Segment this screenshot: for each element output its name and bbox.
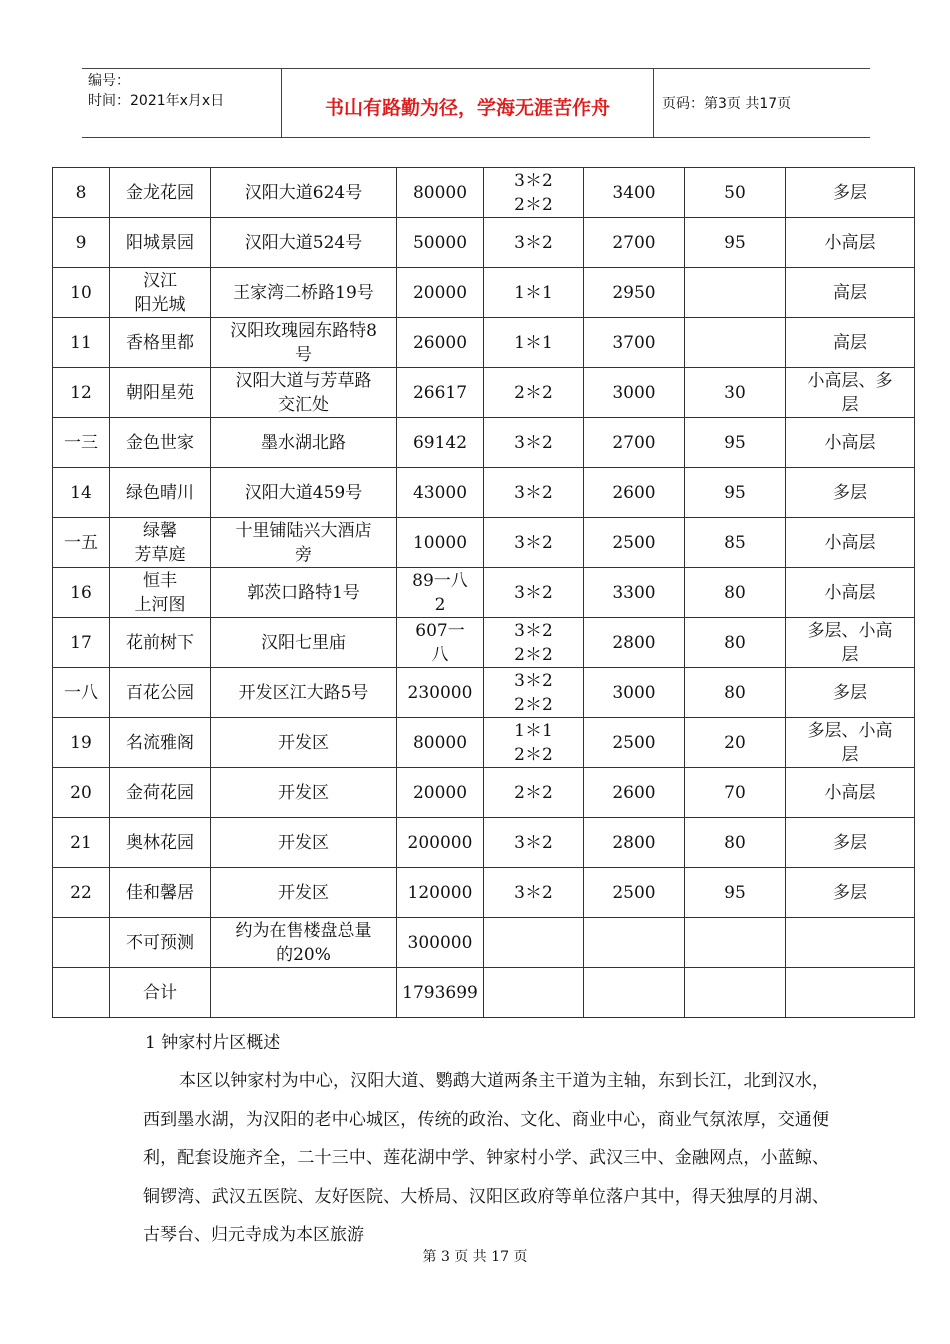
cell-line: 层	[841, 744, 859, 765]
building-form-cell	[786, 618, 915, 668]
cell-line: 10000	[412, 532, 468, 553]
area-cell	[397, 768, 484, 818]
page-footer: 第 3 页 共 17 页	[422, 1249, 528, 1265]
address-cell	[211, 518, 397, 568]
cell-line: 20000	[412, 282, 468, 303]
project-name-cell	[110, 268, 211, 318]
row-number-cell: 一三	[53, 418, 110, 468]
unit-type-cell	[484, 518, 584, 568]
address-cell	[211, 918, 397, 968]
building-form-cell	[786, 518, 915, 568]
rate-cell	[685, 368, 786, 418]
rate-cell	[685, 468, 786, 518]
project-name-cell	[110, 618, 211, 668]
table-row	[53, 818, 915, 868]
cell-line: 3＊2	[514, 832, 553, 853]
cell-line: 金色世家	[126, 432, 194, 453]
area-cell	[397, 868, 484, 918]
price-cell	[584, 468, 685, 518]
area-cell	[397, 668, 484, 718]
row-number-cell: 一五	[53, 518, 110, 568]
area-cell	[397, 918, 484, 968]
cell-line: 八	[431, 644, 449, 665]
price-cell	[584, 768, 685, 818]
price-cell	[584, 618, 685, 668]
rate-cell	[685, 968, 786, 1018]
price-cell	[584, 568, 685, 618]
cell-line: 43000	[412, 482, 468, 503]
price-cell	[584, 368, 685, 418]
table-row	[53, 718, 915, 768]
cell-line: 2	[434, 594, 446, 615]
building-form-cell	[786, 318, 915, 368]
cell-line: 3＊2	[514, 432, 553, 453]
cell-line: 80000	[412, 182, 468, 203]
building-form-cell	[786, 468, 915, 518]
cell-line: 绿色晴川	[126, 482, 194, 503]
cell-line: 开发区	[278, 882, 329, 903]
cell-line: 2＊2	[514, 694, 553, 715]
cell-line: 26617	[412, 382, 468, 403]
cell-line: 汉江	[143, 270, 177, 291]
cell-line: 607一	[415, 620, 465, 641]
row-number-cell: 14	[53, 468, 110, 518]
area-cell	[397, 218, 484, 268]
row-number-cell	[53, 968, 110, 1018]
address-cell	[211, 668, 397, 718]
cell-line: 2＊2	[514, 644, 553, 665]
cell-line: 香格里都	[126, 332, 194, 353]
cell-line: 2950	[612, 282, 656, 303]
cell-line: 多层	[833, 182, 867, 203]
cell-line: 95	[724, 232, 746, 253]
project-name-cell	[110, 418, 211, 468]
price-cell	[584, 718, 685, 768]
cell-line: 汉阳大道459号	[244, 482, 363, 503]
cell-line: 2700	[612, 432, 656, 453]
unit-type-cell	[484, 168, 584, 218]
area-cell	[397, 718, 484, 768]
cell-line: 95	[724, 482, 746, 503]
rate-cell	[685, 168, 786, 218]
unit-type-cell	[484, 868, 584, 918]
cell-line: 3400	[612, 182, 656, 203]
cell-line: 2＊2	[514, 194, 553, 215]
cell-line: 2800	[612, 832, 656, 853]
building-form-cell	[786, 268, 915, 318]
cell-line: 2600	[612, 782, 656, 803]
cell-line: 名流雅阁	[126, 732, 194, 753]
price-cell	[584, 668, 685, 718]
project-name-cell	[110, 368, 211, 418]
cell-line: 郭茨口路特1号	[247, 582, 360, 603]
cell-line: 汉阳七里庙	[261, 632, 346, 653]
row-number-cell: 9	[53, 218, 110, 268]
cell-line: 95	[724, 882, 746, 903]
unit-type-cell	[484, 768, 584, 818]
address-cell	[211, 818, 397, 868]
cell-line: 3000	[612, 682, 656, 703]
cell-line: 2500	[612, 732, 656, 753]
cell-line: 旁	[295, 544, 312, 565]
table-row	[53, 218, 915, 268]
area-cell	[397, 268, 484, 318]
cell-line: 合计	[143, 982, 177, 1003]
cell-line: 1793699	[402, 982, 478, 1003]
cell-line: 1＊1	[514, 332, 553, 353]
cell-line: 王家湾二桥路19号	[233, 282, 374, 303]
cell-line: 2800	[612, 632, 656, 653]
cell-line: 多层	[833, 682, 867, 703]
building-form-cell	[786, 368, 915, 418]
cell-line: 3000	[612, 382, 656, 403]
cell-line: 小高层、多	[807, 370, 893, 391]
table-row	[53, 768, 915, 818]
cell-line: 20	[724, 732, 746, 753]
cell-line: 85	[724, 532, 746, 553]
cell-line: 多层	[833, 882, 867, 903]
project-name-cell	[110, 468, 211, 518]
cell-line: 小高层	[824, 582, 876, 603]
header-motto: 书山有路勤为径，学海无涯苦作舟	[282, 69, 654, 137]
address-cell	[211, 268, 397, 318]
cell-line: 3＊2	[514, 170, 553, 191]
unit-type-cell	[484, 818, 584, 868]
table-row	[53, 168, 915, 218]
cell-line: 金荷花园	[126, 782, 194, 803]
price-cell	[584, 518, 685, 568]
cell-line: 3＊2	[514, 532, 553, 553]
area-cell	[397, 368, 484, 418]
project-name-cell	[110, 668, 211, 718]
address-cell	[211, 168, 397, 218]
address-cell	[211, 868, 397, 918]
cell-line: 开发区	[278, 832, 329, 853]
table-row	[53, 368, 915, 418]
table-row	[53, 618, 915, 668]
table-body	[53, 168, 915, 1018]
cell-line: 3＊2	[514, 882, 553, 903]
area-cell	[397, 968, 484, 1018]
area-cell	[397, 168, 484, 218]
cell-line: 120000	[407, 882, 473, 903]
cell-line: 80	[724, 582, 746, 603]
project-name-cell	[110, 918, 211, 968]
rate-cell	[685, 768, 786, 818]
header-meta	[82, 69, 282, 137]
cell-line: 小高层	[824, 532, 876, 553]
row-number-cell: 11	[53, 318, 110, 368]
address-cell	[211, 218, 397, 268]
address-cell	[211, 718, 397, 768]
table-row	[53, 868, 915, 918]
building-form-cell	[786, 868, 915, 918]
table-row	[53, 268, 915, 318]
unit-type-cell	[484, 418, 584, 468]
row-number-cell: 8	[53, 168, 110, 218]
rate-cell	[685, 668, 786, 718]
price-cell	[584, 318, 685, 368]
cell-line: 约为在售楼盘总量	[235, 920, 372, 941]
price-cell	[584, 818, 685, 868]
cell-line: 金龙花园	[126, 182, 194, 203]
cell-line: 2＊2	[514, 782, 553, 803]
cell-line: 开发区	[278, 782, 329, 803]
cell-line: 50000	[412, 232, 468, 253]
cell-line: 3700	[612, 332, 656, 353]
cell-line: 汉阳大道624号	[244, 182, 363, 203]
cell-line: 230000	[407, 682, 473, 703]
rate-cell	[685, 418, 786, 468]
cell-line: 芳草庭	[134, 544, 186, 565]
rate-cell	[685, 618, 786, 668]
cell-line: 小高层	[824, 232, 876, 253]
row-number-cell: 17	[53, 618, 110, 668]
row-number-cell: 10	[53, 268, 110, 318]
cell-line: 26000	[412, 332, 468, 353]
address-cell	[211, 568, 397, 618]
cell-line: 80000	[412, 732, 468, 753]
cell-line: 汉阳大道与芳草路	[235, 370, 372, 391]
cell-line: 80	[724, 832, 746, 853]
cell-line: 50	[724, 182, 746, 203]
rate-cell	[685, 218, 786, 268]
cell-line: 1＊1	[514, 720, 553, 741]
table-row	[53, 968, 915, 1018]
project-name-cell	[110, 568, 211, 618]
area-cell	[397, 468, 484, 518]
section-title: 1 钟家村片区概述	[145, 1033, 281, 1053]
cell-line: 阳光城	[134, 294, 186, 315]
project-name-cell	[110, 218, 211, 268]
row-number-cell	[53, 918, 110, 968]
cell-line: 高层	[833, 332, 867, 353]
row-number-cell: 12	[53, 368, 110, 418]
project-name-cell	[110, 168, 211, 218]
building-form-cell	[786, 218, 915, 268]
cell-line: 2700	[612, 232, 656, 253]
building-form-cell	[786, 568, 915, 618]
unit-type-cell	[484, 218, 584, 268]
unit-type-cell	[484, 618, 584, 668]
project-name-cell	[110, 818, 211, 868]
unit-type-cell	[484, 968, 584, 1018]
price-cell	[584, 168, 685, 218]
price-cell	[584, 218, 685, 268]
building-form-cell	[786, 968, 915, 1018]
row-number-cell: 22	[53, 868, 110, 918]
cell-line: 花前树下	[126, 632, 194, 653]
cell-line: 80	[724, 632, 746, 653]
unit-type-cell	[484, 718, 584, 768]
cell-line: 多层、小高	[807, 620, 893, 641]
cell-line: 3300	[612, 582, 656, 603]
cell-line: 汉阳玫瑰园东路特8	[230, 320, 377, 341]
address-cell	[211, 768, 397, 818]
cell-line: 墨水湖北路	[261, 432, 346, 453]
table-row	[53, 568, 915, 618]
area-cell	[397, 618, 484, 668]
cell-line: 30	[724, 382, 746, 403]
building-form-cell	[786, 768, 915, 818]
cell-line: 1＊1	[514, 282, 553, 303]
area-cell	[397, 518, 484, 568]
cell-line: 绿馨	[143, 520, 177, 541]
row-number-cell: 21	[53, 818, 110, 868]
row-number-cell: 16	[53, 568, 110, 618]
rate-cell	[685, 268, 786, 318]
project-name-cell	[110, 768, 211, 818]
cell-line: 200000	[407, 832, 473, 853]
header-time-label: 时间：2021年x月x日	[88, 93, 225, 109]
cell-line: 2500	[612, 532, 656, 553]
row-number-cell: 20	[53, 768, 110, 818]
cell-line: 小高层	[824, 782, 876, 803]
cell-line: 2500	[612, 882, 656, 903]
cell-line: 高层	[833, 282, 867, 303]
cell-line: 号	[295, 344, 312, 365]
unit-type-cell	[484, 918, 584, 968]
rate-cell	[685, 818, 786, 868]
cell-line: 奥林花园	[126, 832, 194, 853]
cell-line: 3＊2	[514, 482, 553, 503]
cell-line: 恒丰	[143, 570, 177, 591]
unit-type-cell	[484, 468, 584, 518]
table-row	[53, 418, 915, 468]
price-cell	[584, 268, 685, 318]
cell-line: 3＊2	[514, 232, 553, 253]
cell-line: 3＊2	[514, 620, 553, 641]
cell-line: 2＊2	[514, 382, 553, 403]
project-name-cell	[110, 718, 211, 768]
rate-cell	[685, 918, 786, 968]
table-row	[53, 318, 915, 368]
cell-line: 89一八	[412, 570, 468, 591]
property-table	[52, 167, 915, 1018]
table-row	[53, 518, 915, 568]
cell-line: 2＊2	[514, 744, 553, 765]
cell-line: 80	[724, 682, 746, 703]
cell-line: 多层、小高	[807, 720, 893, 741]
cell-line: 70	[724, 782, 746, 803]
area-cell	[397, 418, 484, 468]
cell-line: 阳城景园	[126, 232, 194, 253]
cell-line: 不可预测	[126, 932, 194, 953]
building-form-cell	[786, 718, 915, 768]
rate-cell	[685, 868, 786, 918]
building-form-cell	[786, 918, 915, 968]
cell-line: 交汇处	[278, 394, 329, 415]
rate-cell	[685, 718, 786, 768]
unit-type-cell	[484, 268, 584, 318]
area-cell	[397, 568, 484, 618]
cell-line: 2600	[612, 482, 656, 503]
address-cell	[211, 968, 397, 1018]
cell-line: 3＊2	[514, 670, 553, 691]
cell-line: 十里铺陆兴大酒店	[235, 520, 372, 541]
unit-type-cell	[484, 668, 584, 718]
building-form-cell	[786, 418, 915, 468]
cell-line: 开发区	[278, 732, 329, 753]
project-name-cell	[110, 518, 211, 568]
header-page-info: 页码：第3页 共17页	[662, 96, 792, 112]
price-cell	[584, 868, 685, 918]
table-row	[53, 918, 915, 968]
cell-line: 百花公园	[126, 682, 194, 703]
cell-line: 20000	[412, 782, 468, 803]
unit-type-cell	[484, 368, 584, 418]
rate-cell	[685, 318, 786, 368]
address-cell	[211, 418, 397, 468]
unit-type-cell	[484, 568, 584, 618]
cell-line: 3＊2	[514, 582, 553, 603]
cell-line: 300000	[407, 932, 473, 953]
cell-line: 层	[841, 644, 859, 665]
cell-line: 69142	[412, 432, 468, 453]
section-paragraph: 本区以钟家村为中心，汉阳大道、鹦鹉大道两条主干道为主轴，东到长江，北到汉水，西到墨水湖，为汉阳的老中心城区，传统的政治、文化、商业中心，商业气氛浓厚，交通便利，配套设施齐全，二十三中、莲花湖中学、钟家村小学、武汉三中、金融网点，小蓝鲸、铜锣湾、武汉五医院、友好医院、大桥局、汉阳区政府等单位落户其中，得天独厚的月湖、古琴台、归元寺成为本区旅游	[143, 1071, 829, 1246]
address-cell	[211, 468, 397, 518]
building-form-cell	[786, 668, 915, 718]
area-cell	[397, 318, 484, 368]
header-number-label: 编号：	[88, 73, 130, 89]
cell-line: 开发区江大路5号	[238, 682, 369, 703]
price-cell	[584, 418, 685, 468]
cell-line: 多层	[833, 832, 867, 853]
row-number-cell: 一八	[53, 668, 110, 718]
area-cell	[397, 818, 484, 868]
cell-line: 汉阳大道524号	[244, 232, 363, 253]
document-header	[82, 68, 870, 138]
project-name-cell	[110, 968, 211, 1018]
cell-line: 的20%	[276, 944, 331, 965]
rate-cell	[685, 568, 786, 618]
project-name-cell	[110, 868, 211, 918]
building-form-cell	[786, 818, 915, 868]
building-form-cell	[786, 168, 915, 218]
unit-type-cell	[484, 318, 584, 368]
cell-line: 多层	[833, 482, 867, 503]
price-cell	[584, 918, 685, 968]
address-cell	[211, 618, 397, 668]
cell-line: 小高层	[824, 432, 876, 453]
table-row	[53, 668, 915, 718]
cell-line: 95	[724, 432, 746, 453]
cell-line: 层	[841, 394, 859, 415]
project-name-cell	[110, 318, 211, 368]
address-cell	[211, 318, 397, 368]
table-row	[53, 468, 915, 518]
cell-line: 上河图	[134, 594, 186, 615]
address-cell	[211, 368, 397, 418]
cell-line: 佳和馨居	[126, 882, 194, 903]
row-number-cell: 19	[53, 718, 110, 768]
cell-line: 朝阳星苑	[126, 382, 194, 403]
rate-cell	[685, 518, 786, 568]
price-cell	[584, 968, 685, 1018]
